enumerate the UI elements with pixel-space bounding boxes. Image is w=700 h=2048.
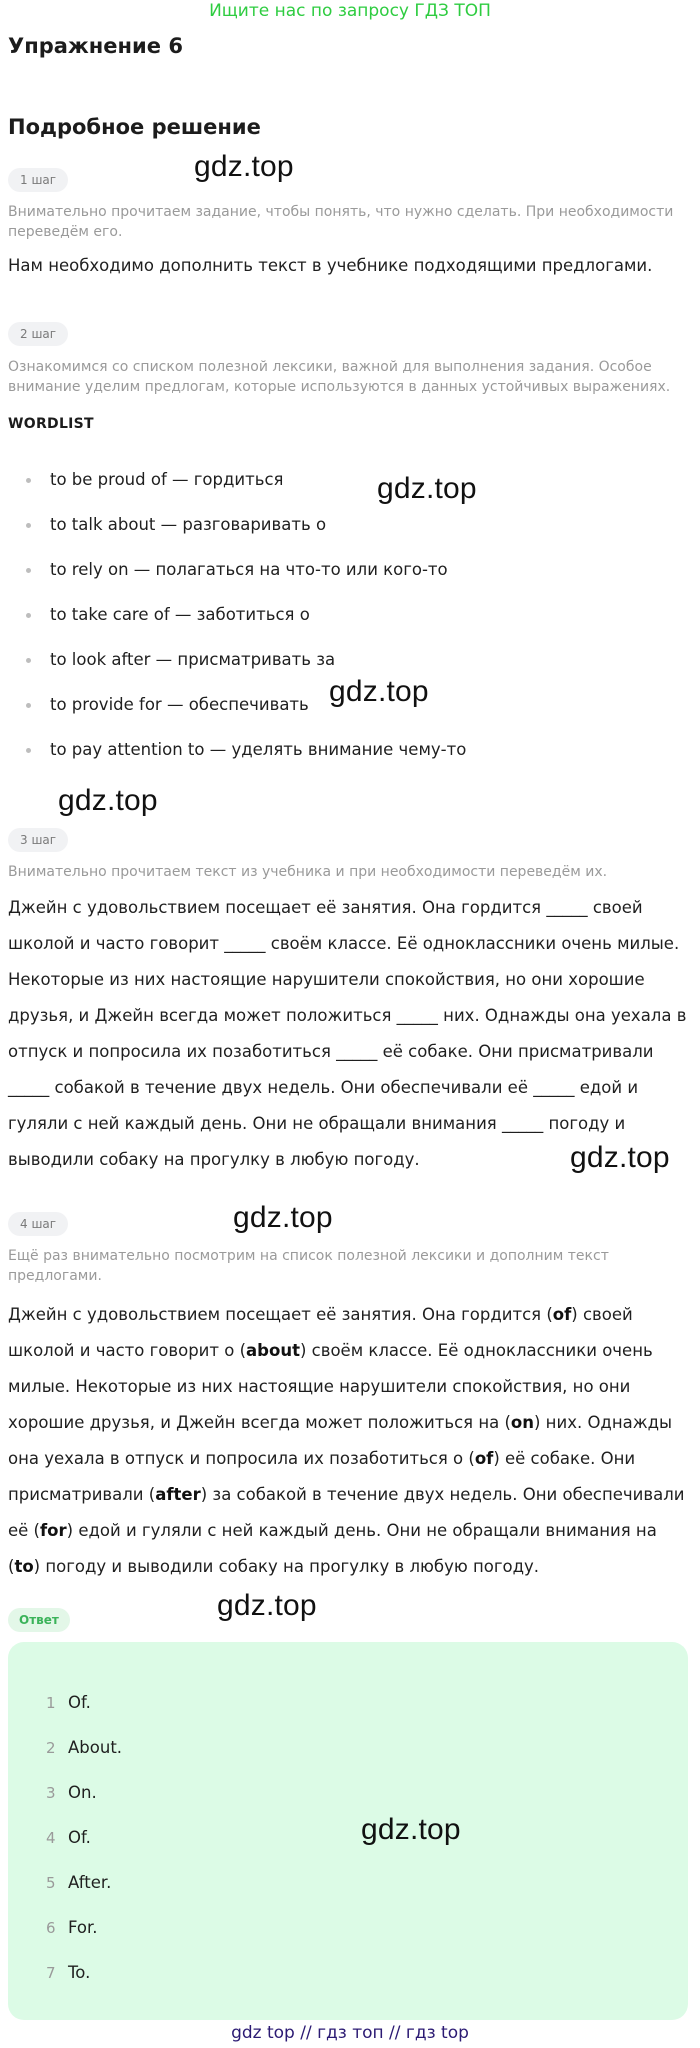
- watermark: gdz.top: [329, 675, 429, 708]
- watermark: gdz.top: [361, 1813, 461, 1846]
- step-4-text: Джейн с удовольствием посещает её занятия. Она гордится (of) своей школой и часто говорит о (about) своём классе. Её одноклассники очень милые. Некоторые из них настоящие нарушители спокойствия, но они хорошие друзья, и Джейн всегда может положиться на (on) них. Однажды она уехала в отпуск и попросила их позаботиться о (of) её собаке. Они присматривали (after) за собакой в течение двух недель. Они обеспечивали её (for) едой и гуляли с ней каждый день. Они не обращали внимания на (to) погоду и выводили собаку на прогулку в любую погоду.: [8, 1305, 685, 1576]
- watermark: gdz.top: [58, 784, 158, 817]
- wordlist-item: to rely on — полагаться на что-то или кого-то: [26, 559, 448, 581]
- answer-item: 3 On.: [46, 1783, 97, 1802]
- step-3-text: Джейн с удовольствием посещает её занятия. Она гордится _____ своей школой и часто говорит _____ своём классе. Её одноклассники очень милые. Некоторые из них настоящие нарушители спокойствия, но они хорошие друзья, и Джейн всегда может положиться _____ них. Однажды она уехала в отпуск и попросила их позаботиться _____ её собаке. Они присматривали _____ собакой в течение двух недель. Они обеспечивали её _____ едой и гуляли с ней каждый день. Они не обращали внимания _____ погоду и выводили собаку на прогулку в любую погоду.: [8, 898, 687, 1169]
- step-1-text: Нам необходимо дополнить текст в учебнике подходящими предлогами.: [8, 256, 653, 275]
- step-badge-4: 4 шаг: [8, 1212, 68, 1236]
- wordlist-item: to pay attention to — уделять внимание чему-то: [26, 739, 466, 761]
- step-3-instruction: Внимательно прочитаем текст из учебника и при необходимости переведём их.: [8, 864, 608, 880]
- wordlist-heading: WORDLIST: [8, 416, 94, 432]
- wordlist-item: to talk about — разговаривать о: [26, 514, 326, 536]
- answer-item: 5 After.: [46, 1873, 112, 1892]
- answer-item: 4 Of.: [46, 1828, 91, 1847]
- solution-heading: Подробное решение: [8, 115, 261, 139]
- wordlist-item: to provide for — обеспечивать: [26, 694, 309, 716]
- answer-item: 1 Of.: [46, 1693, 91, 1712]
- search-banner[interactable]: Ищите нас по запросу ГДЗ ТОП: [209, 1, 491, 21]
- answer-item: 6 For.: [46, 1918, 98, 1937]
- step-4-instruction: Ещё раз внимательно посмотрим на список полезной лексики и дополним текст предлогами.: [8, 1248, 609, 1284]
- wordlist-item: to take care of — заботиться о: [26, 604, 310, 626]
- watermark: gdz.top: [194, 150, 294, 183]
- footer-links[interactable]: gdz top // гдз топ // гдз top: [231, 2023, 469, 2043]
- watermark: gdz.top: [217, 1589, 317, 1622]
- watermark: gdz.top: [377, 472, 477, 505]
- wordlist-item: to be proud of — гордиться: [26, 469, 283, 491]
- step-badge-3: 3 шаг: [8, 828, 68, 852]
- step-badge-2: 2 шаг: [8, 322, 68, 346]
- answer-box: [8, 1642, 688, 2020]
- watermark: gdz.top: [233, 1201, 333, 1234]
- step-2-instruction: Ознакомимся со списком полезной лексики, важной для выполнения задания. Особое внимание уделим предлогам, которые используются в данных устойчивых выражениях.: [8, 359, 671, 395]
- answer-item: 2 About.: [46, 1738, 123, 1757]
- step-1-instruction: Внимательно прочитаем задание, чтобы понять, что нужно сделать. При необходимости переведём его.: [8, 204, 674, 240]
- step-badge-1: 1 шаг: [8, 168, 68, 192]
- page-title: Упражнение 6: [8, 34, 183, 58]
- watermark: gdz.top: [570, 1141, 670, 1174]
- answer-item: 7 To.: [46, 1963, 91, 1982]
- answer-badge: Ответ: [8, 1608, 70, 1632]
- wordlist-item: to look after — присматривать за: [26, 649, 335, 671]
